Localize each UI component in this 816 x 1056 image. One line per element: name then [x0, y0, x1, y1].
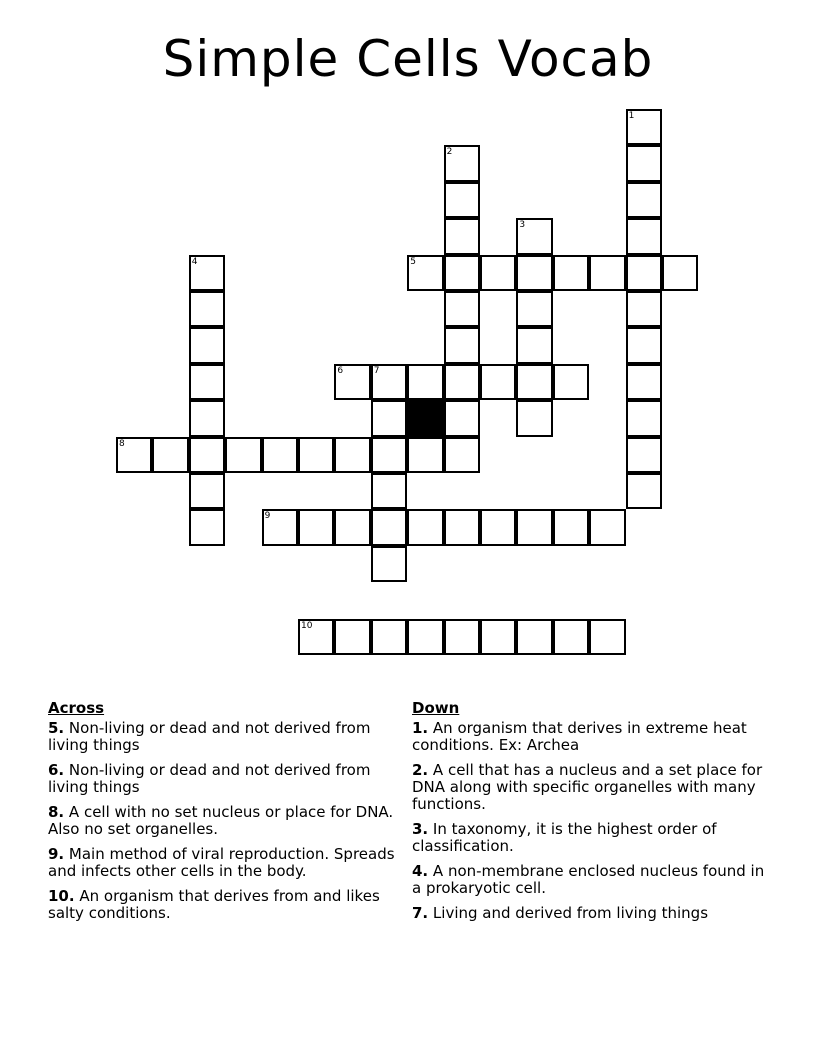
grid-cell[interactable]	[189, 400, 225, 436]
grid-cell[interactable]	[298, 619, 334, 655]
grid-cell[interactable]	[589, 619, 625, 655]
grid-cell[interactable]	[298, 437, 334, 473]
grid-cell[interactable]	[516, 218, 552, 254]
grid-cell[interactable]	[371, 364, 407, 400]
grid-cell[interactable]	[444, 437, 480, 473]
clue-number: 1	[628, 111, 635, 121]
grid-cell[interactable]	[189, 437, 225, 473]
grid-cell[interactable]	[152, 437, 188, 473]
clue-number: 8	[119, 438, 125, 449]
grid-cell[interactable]	[225, 437, 261, 473]
grid-cell[interactable]	[371, 473, 407, 509]
grid-cell[interactable]	[516, 509, 552, 545]
clue-across-10: 10. An organism that derives from and likes salty conditions.	[48, 887, 380, 922]
grid-cell[interactable]	[516, 255, 552, 291]
clue-down-4: 4. A non-membrane enclosed nucleus found in a prokaryotic cell.	[412, 862, 765, 897]
grid-cell[interactable]	[444, 145, 480, 181]
grid-cell[interactable]	[371, 400, 407, 436]
grid-cell[interactable]	[626, 182, 662, 218]
clue-down-3: 3. In taxonomy, it is the highest order of classification.	[412, 820, 717, 855]
grid-cell[interactable]	[480, 619, 516, 655]
grid-cell[interactable]	[444, 291, 480, 327]
grid-cell[interactable]	[626, 291, 662, 327]
grid-cell[interactable]	[626, 364, 662, 400]
grid-cell[interactable]	[371, 437, 407, 473]
grid-cell[interactable]	[189, 473, 225, 509]
clue-number: 7	[373, 365, 380, 376]
grid-cell[interactable]	[407, 255, 443, 291]
down-clues	[412, 700, 772, 930]
grid-cell[interactable]	[516, 291, 552, 327]
down-heading: Down	[412, 699, 460, 717]
grid-cell[interactable]	[262, 437, 298, 473]
grid-cell[interactable]	[480, 509, 516, 545]
grid-cell[interactable]	[444, 400, 480, 436]
clue-across-6: 6. Non-living or dead and not derived from living things	[48, 761, 371, 796]
grid-cell[interactable]	[334, 437, 370, 473]
clue-number: 4	[191, 256, 198, 267]
clue-number: 2	[446, 147, 453, 158]
grid-cell[interactable]	[444, 327, 480, 363]
clue-number: 6	[337, 365, 344, 376]
clue-across-5: 5. Non-living or dead and not derived from living things	[48, 719, 371, 754]
grid-cell[interactable]	[371, 546, 407, 582]
puzzle-title: Simple Cells Vocab	[162, 30, 654, 88]
grid-cell[interactable]	[189, 364, 225, 400]
grid-cell[interactable]	[553, 364, 589, 400]
clue-across-9: 9. Main method of viral reproduction. Spreads and infects other cells in the body.	[48, 845, 395, 880]
clue-number: 3	[519, 220, 526, 231]
grid-cell[interactable]	[516, 619, 552, 655]
grid-cell[interactable]	[626, 473, 662, 509]
grid-cell[interactable]	[516, 364, 552, 400]
clue-down-7: 7. Living and derived from living things	[412, 904, 709, 922]
grid-cell[interactable]	[407, 509, 443, 545]
grid-cell[interactable]	[553, 619, 589, 655]
grid-cell[interactable]	[444, 619, 480, 655]
across-heading: Across	[48, 699, 105, 717]
clue-number: 9	[264, 511, 271, 522]
grid-cell[interactable]	[189, 509, 225, 545]
grid-cell[interactable]	[189, 327, 225, 363]
grid-cell[interactable]	[444, 218, 480, 254]
grid-cell[interactable]	[626, 437, 662, 473]
grid-cell[interactable]	[516, 400, 552, 436]
clue-number: 5	[410, 256, 416, 267]
grid-cell[interactable]	[262, 509, 298, 545]
grid-cell[interactable]	[444, 182, 480, 218]
clue-across-8: 8. A cell with no set nucleus or place for DNA. Also no set organelles.	[48, 803, 394, 838]
grid-cell[interactable]	[626, 400, 662, 436]
clue-down-1: 1. An organism that derives in extreme heat conditions. Ex: Archea	[412, 719, 747, 754]
clue-number: 10	[301, 620, 313, 631]
grid-cell[interactable]	[116, 437, 152, 473]
grid-cell[interactable]	[189, 291, 225, 327]
grid-cell[interactable]	[371, 619, 407, 655]
grid-cell[interactable]	[189, 255, 225, 291]
grid-cell[interactable]	[480, 364, 516, 400]
grid-cell[interactable]	[626, 255, 662, 291]
grid-cell[interactable]	[553, 255, 589, 291]
grid-cell[interactable]	[553, 509, 589, 545]
grid-cell[interactable]	[589, 255, 625, 291]
grid-cell[interactable]	[298, 509, 334, 545]
grid-cell[interactable]	[626, 109, 662, 145]
grid-cell[interactable]	[444, 509, 480, 545]
grid-cell[interactable]	[407, 619, 443, 655]
clue-down-2: 2. A cell that has a nucleus and a set place for DNA along with specific organelles with many functions.	[412, 761, 763, 813]
grid-cell[interactable]	[662, 255, 698, 291]
grid-cell[interactable]	[626, 145, 662, 181]
grid-cell[interactable]	[334, 509, 370, 545]
grid-cell[interactable]	[334, 364, 370, 400]
grid-cell[interactable]	[444, 364, 480, 400]
grid-cell[interactable]	[444, 255, 480, 291]
grid-cell[interactable]	[334, 619, 370, 655]
grid-cell[interactable]	[407, 364, 443, 400]
across-clues	[48, 700, 408, 930]
grid-cell[interactable]	[407, 437, 443, 473]
grid-cell[interactable]	[480, 255, 516, 291]
black-cell	[407, 400, 443, 436]
grid-cell[interactable]	[371, 509, 407, 545]
grid-cell[interactable]	[589, 509, 625, 545]
grid-cell[interactable]	[626, 327, 662, 363]
grid-cell[interactable]	[516, 327, 552, 363]
grid-cell[interactable]	[626, 218, 662, 254]
